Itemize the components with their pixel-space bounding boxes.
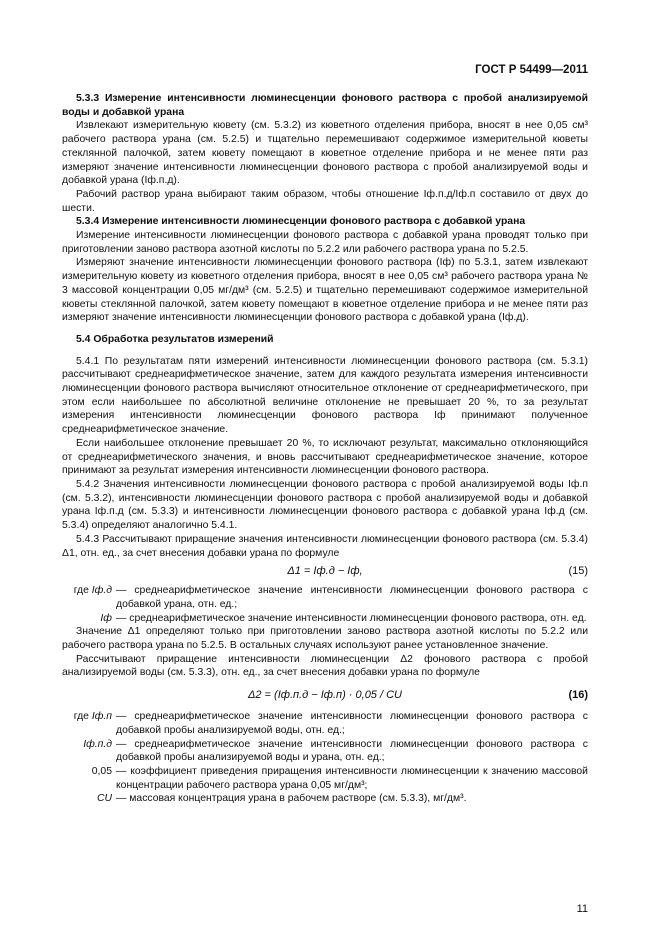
paragraph: Измеряют значение интенсивности люминесценции фонового раствора (Iф) по 5.3.1, затем извлекают измерительную кювету из кюветного отделения прибора, вносят в нее 0,05 см³ рабочего раствора урана № 3 массовой концентрации 0,05 мг/дм³ (см. 5.2.5) и тщательно перемешивают содержимое измерительной кюветы стеклянной палочкой, затем кювету помещают в кюветное отделение прибора и не менее пяти раз измеряют значение интенсивности люминесценции фонового раствора с добавкой урана (Iф.д). [62,257,588,324]
definition-symbol: CU [96,793,112,805]
definition-row [62,710,588,737]
definition-symbol: Iф [100,612,112,624]
paragraph: Измерение интенсивности люминесценции фонового раствора с добавкой урана проводят только при приготовлении заново раствора азотной кислоты по 5.2.2 или рабочего раствора урана по 5.2.5. [62,230,588,255]
document-id: ГОСТ Р 54499—2011 [475,64,588,76]
section-5-4-heading: 5.4 Обработка результатов измерений [76,333,274,345]
definition-row [62,612,588,626]
definition-text: — среднеарифметическое значение интенсивности люминесценции фонового раствора с добавкой урана, отн. ед.; [116,585,588,610]
definition-row [62,765,588,792]
paragraph: Извлекают измерительную кювету (см. 5.3.2) из кюветного отделения прибора, вносят в нее 0,05 см³ рабочего раствора урана (см. 5.2.5) и тщательно перемешивают содержимое измерительной кюветы стеклянной палочкой, затем кювету помещают в кюветное отделение прибора и не менее пяти раз измеряют значение интенсивности люминесценции фонового раствора с пробой анализируемой воды и добавкой урана (Iф.п.д). [62,120,588,187]
formula-16 [62,680,588,710]
definition-symbol: где Iф.д [73,585,112,597]
paragraph: 5.4.3 Рассчитывают приращение значения интенсивности люминесценции фонового раствора (см. 5.3.4) Δ1, отн. ед., за счет внесения добавки урана по формуле [62,533,588,559]
paragraph: 5.4.1 По результатам пяти измерений интенсивности люминесценции фонового раствора (см. 5.3.1) рассчитывают среднеарифметическое значение, затем для каждого результата измерения интенсивности люминесценции фонового раствора вычисляют относительное отклонение от среднеарифметического, при этом если наибольшее по абсолютной величине отклонение не превышает 20 %, то за результат измерения интенсивности люминесценции фонового раствора Iф принимают полученное среднеарифметическое значение. [62,355,588,436]
definition-row [62,584,588,611]
section-5-3-4-heading: 5.3.4 Измерение интенсивности люминесценции фонового раствора с добавкой урана [76,216,526,228]
formula-15 [62,560,588,584]
definition-row [62,792,588,806]
paragraph: Если наибольшее отклонение превышает 20 %, то исключают результат, максимально отклоняющийся от среднеарифметического значения, и вновь рассчитывают среднеарифметическое значение, которое принимают за результат измерения интенсивности люминесценции фонового раствора. [62,437,588,477]
definition-symbol: 0,05 [91,765,112,777]
definition-symbol: Iф.п.д [83,738,112,750]
page-body [62,92,588,806]
paragraph: Значение Δ1 определяют только при приготовлении заново раствора азотной кислоты по 5.2.2 или рабочего раствора урана по 5.2.5. В остальных случаях используют ранее установленное значение. [62,626,588,652]
definition-text: — коэффициент приведения приращения интенсивности люминесценции к значению массовой концентрации рабочего раствора урана 0,05 мг/дм³; [116,765,588,791]
formula-15-number: (15) [568,565,588,578]
paragraph: Рассчитывают приращение интенсивности люминесценции Δ2 фонового раствора с пробой анализируемой воды (см. 5.3.3), отн. ед., за счет внесения добавки урана по формуле [62,653,588,679]
paragraph: 5.4.2 Значения интенсивности люминесценции фонового раствора с пробой анализируемой воды Iф.п (см. 5.3.2), интенсивности люминесценции фонового раствора с пробой анализируемой воды и добавкой урана Iф.п.д (см. 5.3.3) и интенсивности люминесценции фонового раствора с добавкой урана Iф.д (см. 5.3.4) определяют аналогично 5.4.1. [62,478,588,532]
definition-text: — среднеарифметическое значение интенсивности люминесценции фонового раствора с добавкой пробы анализируемой воды и урана, отн. ед.; [116,738,588,764]
page-number: 11 [576,903,588,915]
section-5-3-3-heading: 5.3.3 Измерение интенсивности люминесценции фонового раствора с пробой анализируемой воды и добавкой урана [62,93,588,118]
formula-16-number: (16) [568,689,588,702]
definition-row [62,738,588,765]
definition-text: — среднеарифметическое значение интенсивности люминесценции фонового раствора, отн. ед. [116,612,587,624]
definition-text: — среднеарифметическое значение интенсивности люминесценции фонового раствора с добавкой пробы анализируемой воды, отн. ед.; [116,711,588,736]
formula-15-expression: Δ1 = Iф.д − Iф, [287,565,363,578]
paragraph: Рабочий раствор урана выбирают таким образом, чтобы отношение Iф.п.д/Iф.п составило от двух до шести. [62,188,588,214]
definition-symbol: где Iф.п [73,711,112,723]
definition-text: — массовая концентрация урана в рабочем растворе (см. 5.3.3), мг/дм³. [116,793,467,805]
formula-16-expression: Δ2 = (Iф.п.д − Iф.п) · 0,05 / CU [248,689,402,702]
